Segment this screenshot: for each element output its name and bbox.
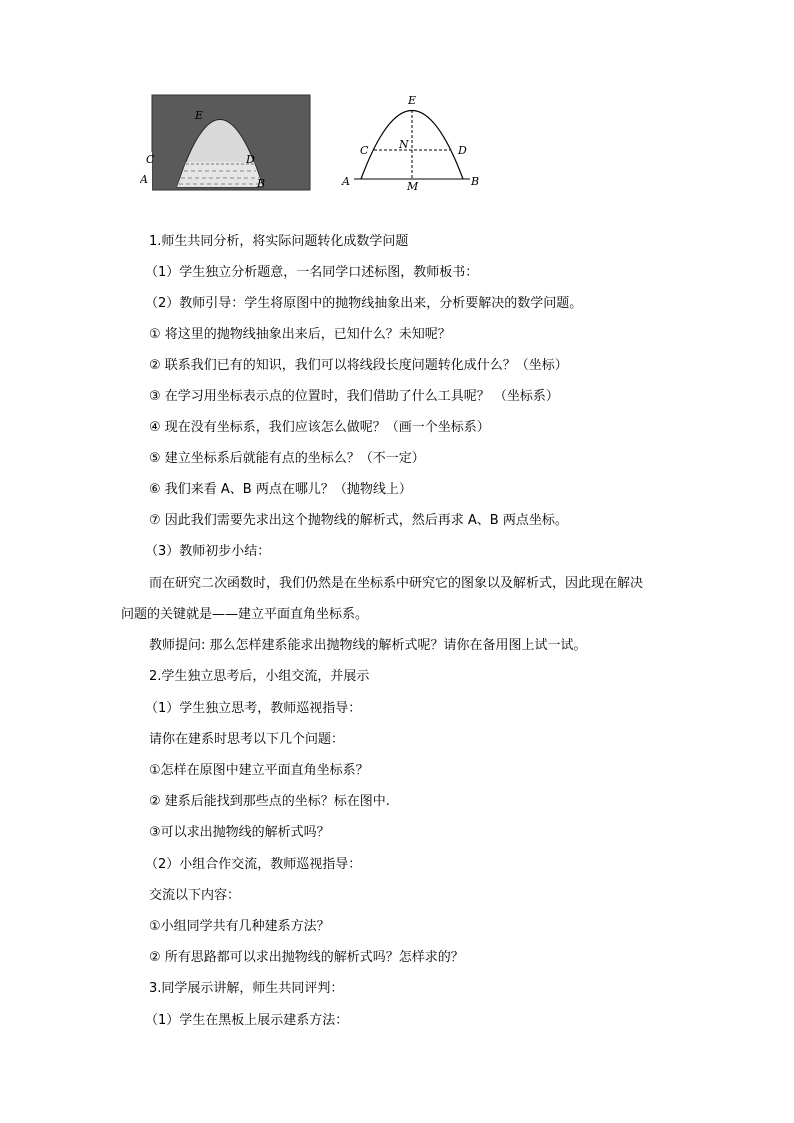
paragraph: 问题的关键就是——建立平面直角坐标系。 [121, 607, 369, 622]
diagram-label-c: C [360, 144, 369, 157]
paragraph: （2）小组合作交流，教师巡视指导： [145, 857, 362, 872]
paragraph: 请你在建系时思考以下几个问题： [149, 732, 345, 747]
diagram-label-m: M [407, 180, 419, 192]
label-b: B [257, 177, 266, 190]
paragraph: （1）学生独立思考，教师巡视指导： [145, 701, 362, 716]
section-1-heading: 1.师生共同分析，将实际问题转化成数学问题 [149, 234, 409, 249]
paragraph: （1）学生在黑板上展示建系方法： [145, 1013, 349, 1028]
label-a: A [140, 173, 148, 186]
section-3-heading: 3.同学展示讲解，师生共同评判： [149, 981, 344, 996]
diagram-label-n: N [399, 138, 409, 151]
list-item: ② 联系我们已有的知识，我们可以将线段长度问题转化成什么？（坐标） [149, 358, 568, 373]
diagram-label-d: D [458, 144, 467, 157]
list-item: ④ 现在没有坐标系，我们应该怎么做呢？（画一个坐标系） [149, 420, 490, 435]
list-item: ⑥ 我们来看 A、B 两点在哪儿？（抛物线上） [149, 482, 412, 497]
label-c: C [146, 153, 155, 166]
diagram-label-b: B [471, 175, 480, 188]
label-e: E [195, 109, 204, 122]
list-item: ⑦ 因此我们需要先求出这个抛物线的解析式，然后再求 A、B 两点坐标。 [149, 513, 568, 528]
list-item: ② 建系后能找到那些点的坐标？标在图中. [149, 794, 390, 809]
parabola-diagram [336, 92, 486, 192]
list-item: ③可以求出抛物线的解析式吗？ [149, 825, 330, 840]
paragraph: 教师提问: 那么怎样建系能求出抛物线的解析式呢？请你在备用图上试一试。 [149, 638, 587, 653]
diagram-label-a: A [342, 175, 350, 188]
paragraph: （2）教师引导：学生将原图中的抛物线抽象出来，分析要解决的数学问题。 [145, 296, 583, 311]
label-d: D [246, 153, 255, 166]
tunnel-photo-figure [140, 92, 320, 192]
paragraph: 而在研究二次函数时，我们仍然是在坐标系中研究它的图象以及解析式，因此现在解决 [149, 576, 644, 591]
list-item: ①怎样在原图中建立平面直角坐标系？ [149, 763, 369, 778]
list-item: ③ 在学习用坐标表示点的位置时，我们借助了什么工具呢？ （坐标系） [149, 389, 559, 404]
paragraph: 交流以下内容： [149, 888, 241, 903]
list-item: ② 所有思路都可以求出抛物线的解析式吗？怎样求的？ [149, 950, 464, 965]
list-item: ① 将这里的抛物线抽象出来后，已知什么？未知呢？ [149, 327, 451, 342]
section-2-heading: 2.学生独立思考后，小组交流，并展示 [149, 669, 370, 684]
paragraph: （1）学生独立分析题意，一名同学口述标图，教师板书： [145, 265, 479, 280]
list-item: ⑤ 建立坐标系后就能有点的坐标么？（不一定） [149, 451, 425, 466]
paragraph: （3）教师初步小结： [145, 544, 271, 559]
diagram-label-e: E [408, 94, 417, 107]
list-item: ①小组同学共有几种建系方法？ [149, 919, 330, 934]
